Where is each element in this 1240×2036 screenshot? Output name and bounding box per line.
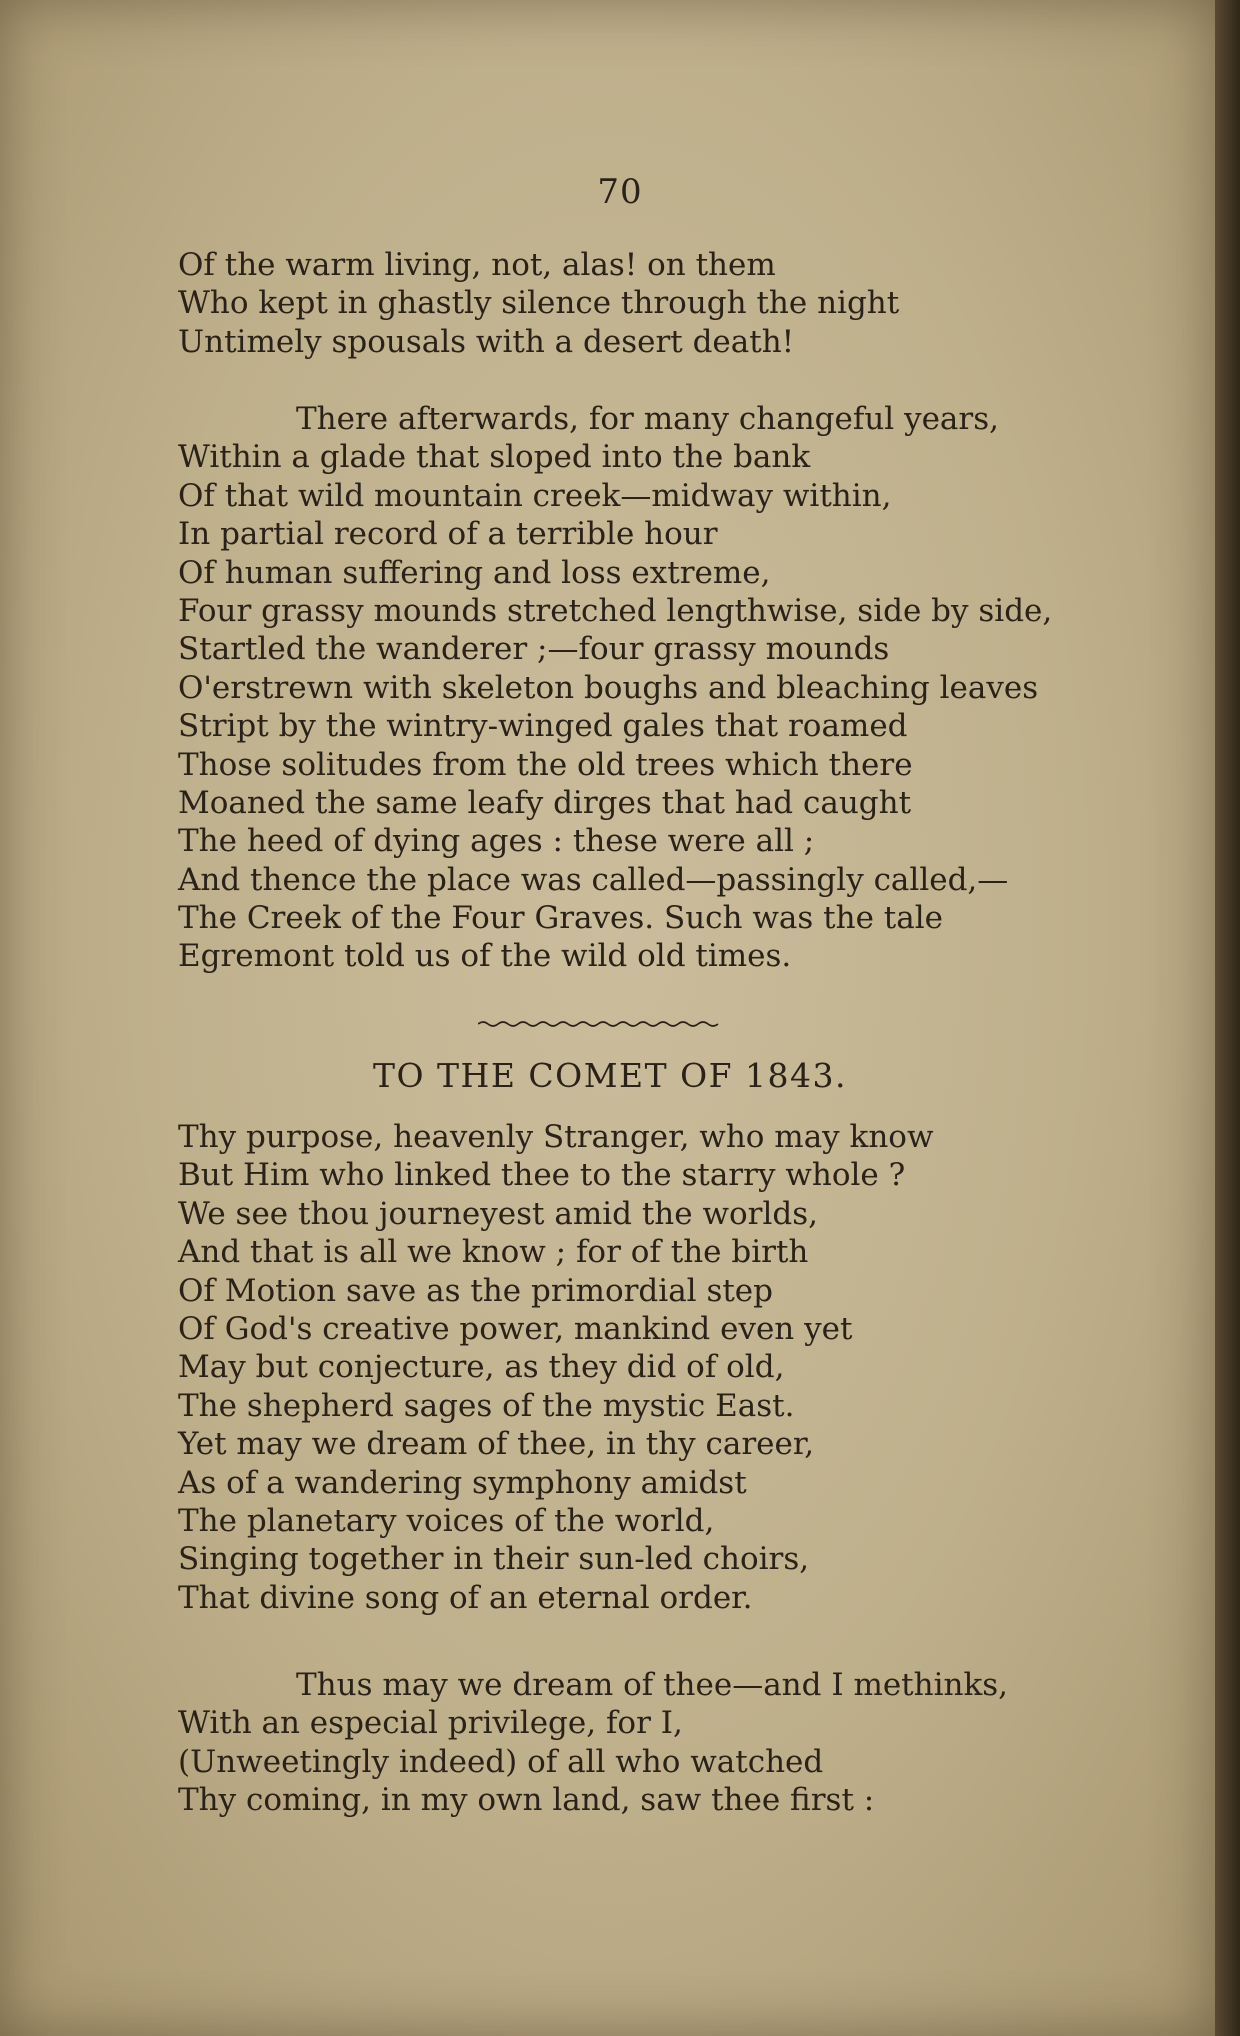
poem-title: TO THE COMET OF 1843. — [372, 1056, 848, 1095]
poem-line: Who kept in ghastly silence through the night — [178, 285, 900, 322]
poem-line: Yet may we dream of thee, in thy career, — [178, 1426, 815, 1463]
poem-line: In partial record of a terrible hour — [178, 516, 718, 553]
poem-line: The shepherd sages of the mystic East. — [178, 1387, 795, 1424]
poem-line: May but conjecture, as they did of old, — [178, 1349, 785, 1386]
poem-line: Startled the wanderer ;—four grassy mounds — [178, 631, 890, 668]
stanza-3 — [178, 1118, 934, 1617]
poem-line: Of God's creative power, mankind even yet — [178, 1310, 853, 1347]
poem-line: And that is all we know ; for of the birth — [178, 1234, 809, 1271]
poem-line: And thence the place was called—passingly called,— — [178, 861, 1009, 898]
poem-line: Moaned the same leafy dirges that had caught — [178, 784, 912, 821]
poem-line: The heed of dying ages : these were all ; — [178, 823, 815, 860]
stanza-1 — [178, 246, 899, 361]
poem-line: Four grassy mounds stretched lengthwise, side by side, — [178, 592, 1053, 629]
poem-line: Of human suffering and loss extreme, — [178, 554, 771, 591]
poem-line: (Unweetingly indeed) of all who watched — [178, 1743, 824, 1780]
poem-line: We see thou journeyest amid the worlds, — [178, 1195, 818, 1232]
poem-line: Of the warm living, not, alas! on them — [178, 247, 776, 283]
poem-line: O'erstrewn with skeleton boughs and bleaching leaves — [178, 669, 1039, 706]
stanza-4 — [178, 1666, 1008, 1820]
poem-line: Thy purpose, heavenly Stranger, who may know — [178, 1119, 934, 1155]
poem-line: Singing together in their sun-led choirs, — [178, 1541, 810, 1578]
wavy-divider — [478, 1018, 720, 1030]
poem-line: The planetary voices of the world, — [178, 1502, 715, 1539]
poem-line: As of a wandering symphony amidst — [178, 1464, 747, 1501]
poem-line: Those solitudes from the old trees which there — [178, 746, 913, 783]
stanza-2 — [178, 400, 1052, 976]
poem-line: There afterwards, for many changeful years, — [296, 401, 999, 437]
page-number: 70 — [597, 172, 643, 212]
book-spine-edge — [1215, 0, 1240, 2036]
poem-line: With an especial privilege, for I, — [178, 1705, 683, 1742]
poem-line: Of Motion save as the primordial step — [178, 1272, 773, 1309]
poem-line: But Him who linked thee to the starry whole ? — [178, 1157, 906, 1194]
poem-line: Untimely spousals with a desert death! — [178, 323, 795, 360]
poem-line: Stript by the wintry-winged gales that roamed — [178, 708, 908, 745]
poem-line: Within a glade that sloped into the bank — [178, 439, 811, 476]
poem-line: Of that wild mountain creek—midway within, — [178, 477, 892, 514]
poem-line: The Creek of the Four Graves. Such was the tale — [178, 900, 943, 937]
poem-line: Thy coming, in my own land, saw thee first : — [178, 1782, 875, 1819]
poem-line: Egremont told us of the wild old times. — [178, 938, 792, 975]
poem-line: Thus may we dream of thee—and I methinks, — [296, 1667, 1009, 1703]
poem-line: That divine song of an eternal order. — [178, 1579, 753, 1616]
